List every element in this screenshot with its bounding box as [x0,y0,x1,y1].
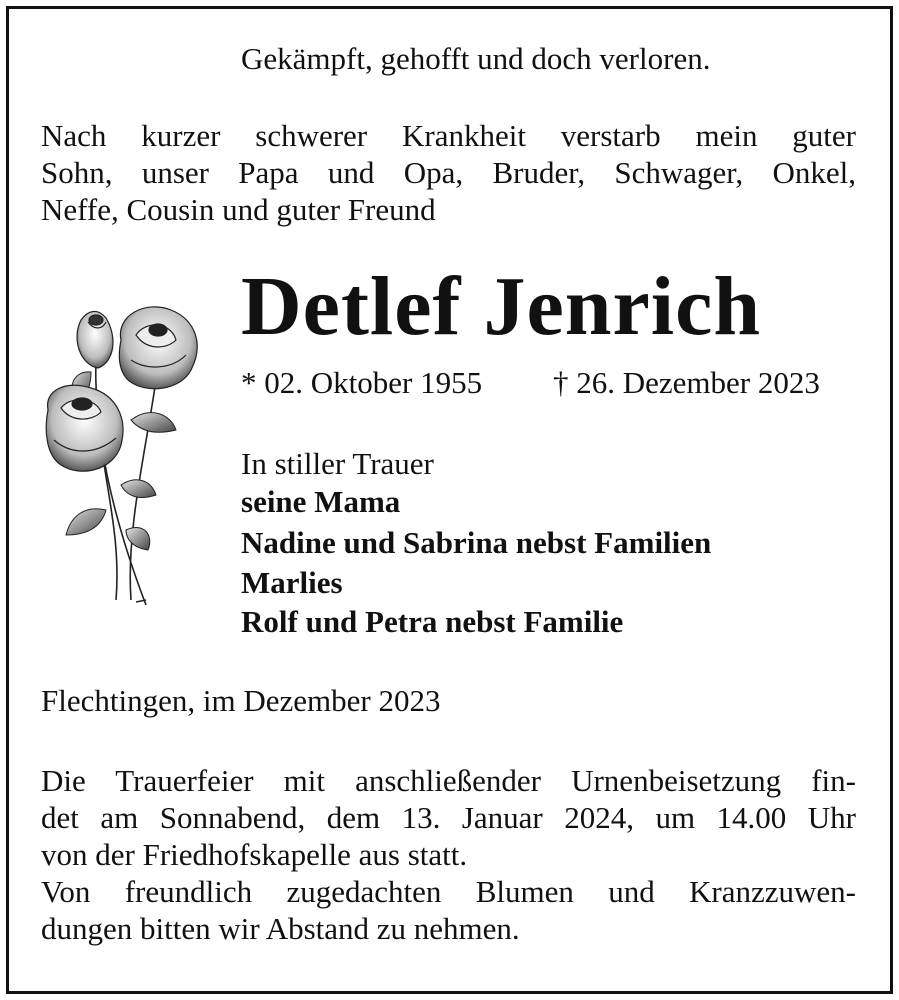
place-date: Flechtingen, im Dezember 2023 [41,683,441,718]
mourner-line: seine Mama [241,484,401,519]
funeral-line: von der Friedhofskapelle aus statt. [41,837,468,872]
funeral-line: Die Trauerfeier mit anschließender Urnenbeisetzung fin- [41,763,856,798]
birth-date: * 02. Oktober 1955 [241,365,483,400]
mourner-line: Rolf und Petra nebst Familie [241,604,624,639]
death-date: † 26. Dezember 2023 [553,365,820,400]
flowers-line: dungen bitten wir Abstand zu nehmen. [41,911,520,946]
intro-line: Neffe, Cousin und guter Freund [41,192,436,227]
motto: Gekämpft, gehofft und doch verloren. [241,41,711,76]
funeral-paragraph [41,762,856,947]
intro-line: Nach kurzer schwerer Krankheit verstarb mein guter [41,118,856,153]
mourner-line: Nadine und Sabrina nebst Familien [241,525,712,560]
funeral-line: det am Sonnabend, dem 13. Januar 2024, um 14.00 Uhr [41,800,856,835]
roses-icon [36,300,211,610]
intro-line: Sohn, unser Papa und Opa, Bruder, Schwager, Onkel, [41,155,856,190]
flowers-line: Von freundlich zugedachten Blumen und Kranzzuwen- [41,874,856,909]
mourning-intro: In stiller Trauer [241,446,434,481]
mourner-line: Marlies [241,565,343,600]
deceased-name: Detlef Jenrich [241,260,762,353]
intro-paragraph [41,117,856,228]
